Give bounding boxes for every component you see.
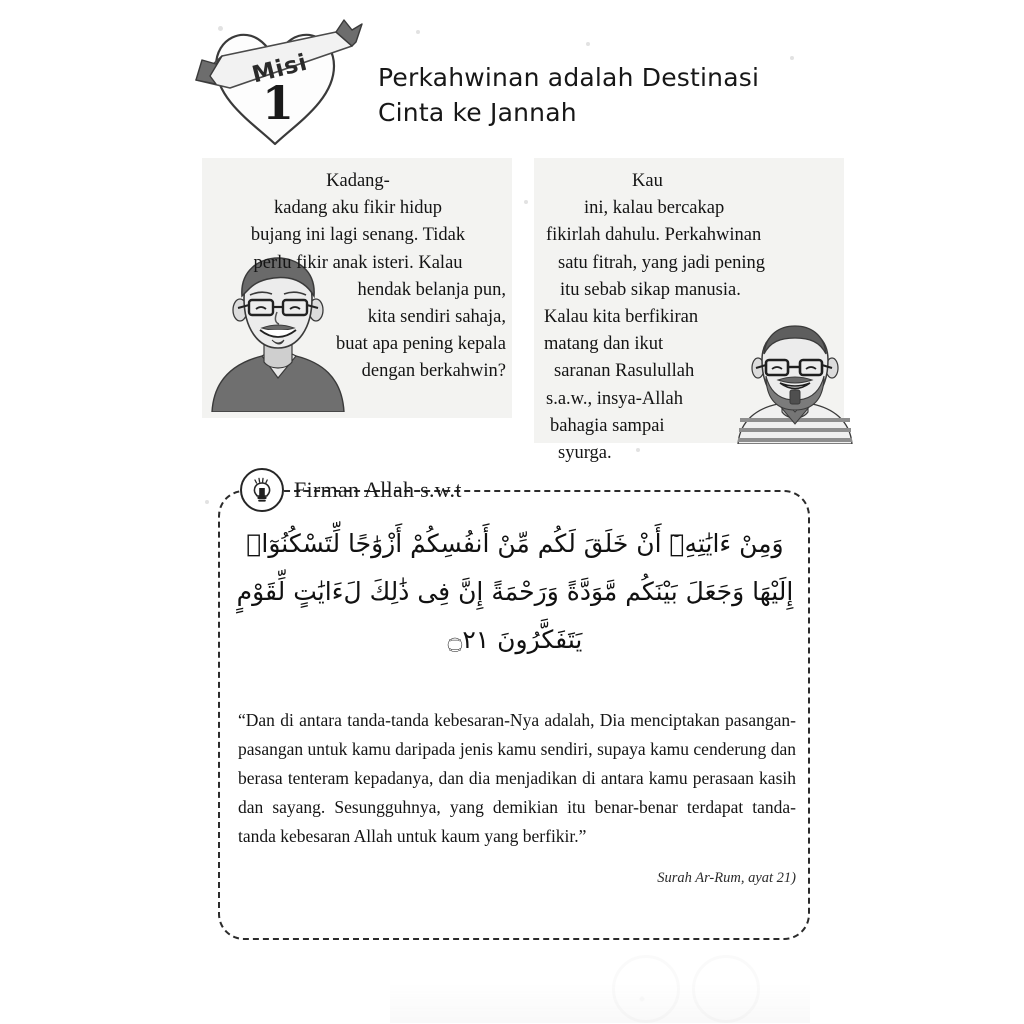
left-dialogue-line: kadang aku fikir hidup — [274, 198, 442, 219]
right-dialogue-text — [540, 168, 840, 467]
right-dialogue-line: s.a.w., insya-Allah — [546, 388, 684, 409]
right-dialogue-line: Kalau kita berfikiran — [544, 306, 699, 327]
right-dialogue-line: saranan Rasulullah — [554, 361, 695, 382]
right-dialogue-line: syurga. — [558, 442, 612, 463]
verse-source-attribution: Surah Ar-Rum, ayat 21) — [657, 870, 796, 886]
left-dialogue-line: kita sendiri sahaja, — [367, 306, 506, 327]
scan-speck — [205, 500, 209, 504]
left-dialogue-line: bujang ini lagi senang. Tidak — [250, 225, 466, 246]
left-dialogue-text — [210, 168, 510, 386]
left-dialogue-line: Kadang- — [326, 171, 390, 191]
arabic-verse — [232, 520, 798, 664]
scan-speck — [524, 200, 528, 204]
right-dialogue-line: Kau — [632, 171, 663, 191]
right-dialogue-line: matang dan ikut — [544, 334, 664, 355]
arabic-verse-line: وَمِنْ ءَايَٰتِهِۦٓ أَنْ خَلَقَ لَكُم مِّنْ أَنفُسِكُمْ أَزْوَٰجًا لِّتَسْكُنُوٓا۟ — [246, 529, 784, 558]
scan-speck — [416, 30, 420, 34]
left-dialogue-line: dengan berkahwin? — [361, 361, 506, 382]
right-dialogue-line: fikirlah dahulu. Perkahwinan — [546, 225, 762, 246]
left-dialogue-line: perlu fikir anak isteri. Kalau — [253, 252, 463, 273]
badge-banner-label: Misi — [249, 49, 311, 89]
left-dialogue-line: buat apa pening kepala — [335, 334, 506, 355]
scan-ghost-artifact — [390, 975, 810, 1023]
left-dialogue-line: hendak belanja pun, — [357, 279, 506, 300]
scan-speck — [586, 42, 590, 46]
arabic-verse-line: يَتَفَكَّرُونَ ۝٢١ — [447, 625, 583, 654]
page-title — [378, 60, 798, 130]
scan-ghost-wheel-left — [612, 955, 680, 1023]
arabic-verse-line: إِلَيْهَا وَجَعَلَ بَيْنَكُم مَّوَدَّةً وَرَحْمَةً إِنَّ فِى ذَٰلِكَ لَءَايَٰتٍ لِّقَوْمٍ — [236, 577, 794, 606]
page-title-line-1: Perkahwinan adalah Destinasi — [378, 63, 760, 92]
right-dialogue-line: satu fitrah, yang jadi pening — [558, 252, 766, 273]
firman-allah-label: Firman Allah s.w.t — [294, 477, 462, 502]
lightbulb-icon — [240, 468, 284, 512]
page-title-line-2: Cinta ke Jannah — [378, 98, 577, 127]
right-dialogue-line: ini, kalau bercakap — [584, 198, 725, 219]
right-dialogue-line: bahagia sampai — [550, 415, 665, 436]
right-dialogue-line: itu sebab sikap manusia. — [560, 279, 741, 300]
lightbulb-glyph — [249, 476, 275, 504]
firman-allah-heading — [240, 468, 462, 512]
badge-number: 1 — [261, 76, 294, 130]
verse-translation: “Dan di antara tanda-tanda kebesaran-Nya adalah, Dia menciptakan pasangan-pasangan untuk kamu daripada jenis kamu sendiri, supaya kamu cenderung dan berasa tenteram kepadanya, dan dia menjadikan di antara kamu perasaan kasih dan sayang. Sesungguhnya, yang demikian itu benar-benar terdapat tanda-tanda kebesaran Allah untuk kaum yang berfikir.” — [238, 710, 796, 847]
mission-badge — [186, 14, 364, 150]
scan-ghost-wheel-right — [692, 955, 760, 1023]
